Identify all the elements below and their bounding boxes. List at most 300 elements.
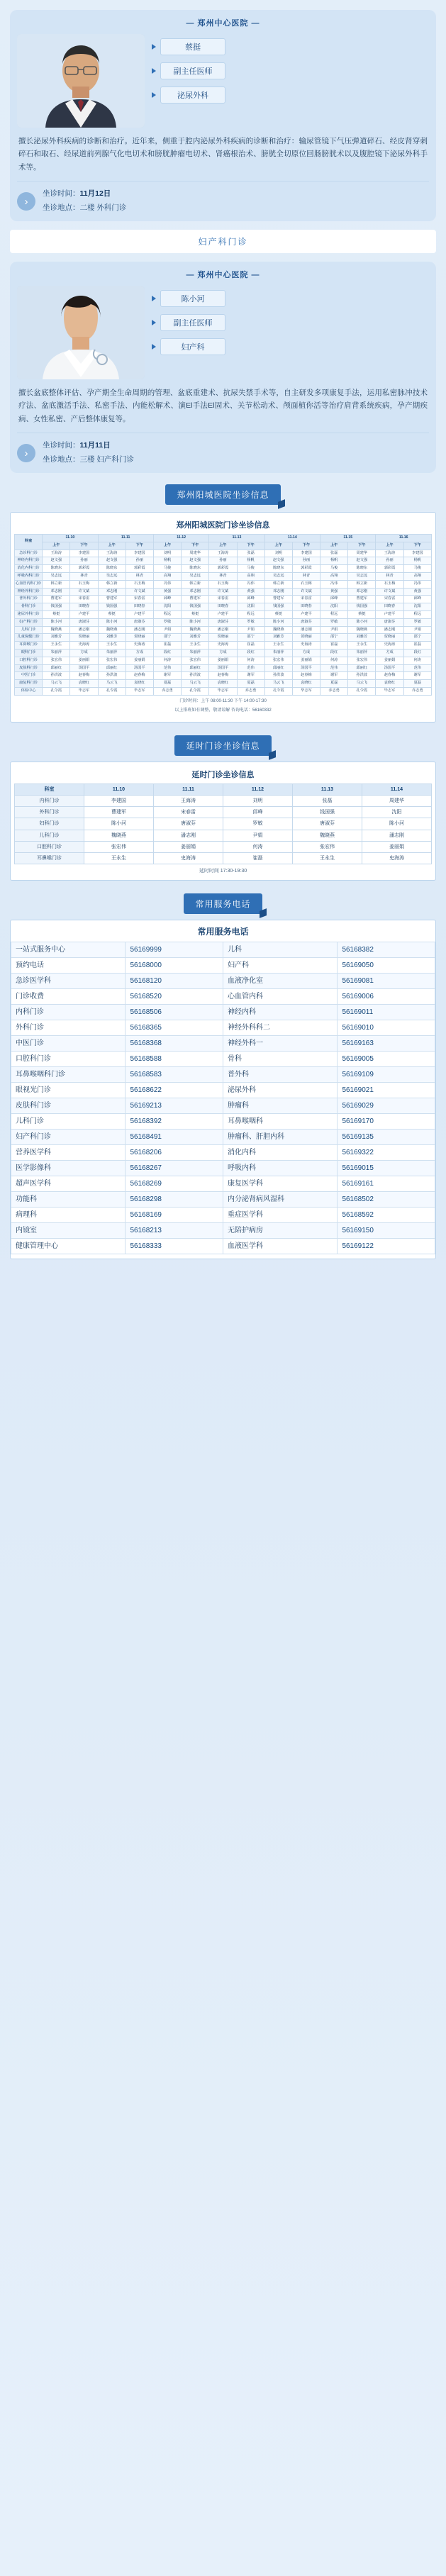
schedule-cell: 高翔 [153,572,181,580]
table-row [15,672,432,680]
phone-dept-right: 呼吸内科 [223,1161,337,1176]
phone-number-left[interactable]: 56168491 [126,1130,223,1145]
phone-number-left[interactable]: 56168520 [126,989,223,1005]
schedule-panel [10,512,436,723]
schedule-cell: 唐淑芬 [292,618,320,626]
evening-dept-4: 口腔科门诊 [15,841,84,852]
evening-cell: 姜丽娟 [154,841,223,852]
schedule-cell: 罗敏 [237,618,264,626]
schedule-cell: 杨帆 [153,557,181,565]
schedule-cell: 袁晓红 [126,680,153,688]
schedule-cell: 王海涛 [43,550,70,557]
schedule-cell: 袁晓红 [376,680,403,688]
schedule-cell: 孙洪波 [264,672,292,680]
schedule-cell: 韩立新 [348,580,376,588]
schedule-cell: 贺晓丽 [70,634,98,642]
schedule-cell: 孙洪波 [43,672,70,680]
evening-cell: 崔磊 [223,853,293,864]
evening-cell: 魏晓燕 [293,830,362,841]
schedule-cell: 郭彩霞 [70,565,98,573]
schedule-cell: 崔磊 [153,642,181,649]
table-row [15,642,432,649]
schedule-cell: 黄强 [403,588,431,596]
schedule-cell: 李建国 [70,550,98,557]
schedule-cell: 孙丽 [209,557,237,565]
doctor-card-1 [10,10,436,221]
phone-number-left[interactable]: 56168169 [126,1208,223,1223]
phone-number-right[interactable]: 56169029 [338,1098,435,1114]
schedule-cell: 宋春雷 [126,596,153,603]
place-value: 三楼 妇产科门诊 [79,455,134,464]
phone-number-left[interactable]: 56168206 [126,1145,223,1161]
schedule-cell: 吴志远 [182,572,209,580]
schedule-cell: 夏磊 [320,680,348,688]
chevron-right-icon: › [17,192,35,211]
date-label: 坐诊时间： [43,189,80,199]
schedule-note-2: 以上排班如有调整，敬请谅解 咨询电话：56160332 [174,708,272,713]
phone-dept-right: 肿瘤科 [223,1098,337,1114]
schedule-cell: 夏磊 [403,680,431,688]
arrow-right-icon [152,68,156,74]
schedule-cell: 张宏伟 [348,657,376,664]
phone-number-left[interactable]: 56168298 [126,1192,223,1208]
evening-body [15,796,432,864]
schedule-dept-0: 急诊科门诊 [15,550,43,557]
schedule-cell: 史海涛 [70,642,98,649]
doctor-dept-row [152,87,429,104]
schedule-date-4: 11.14 [264,535,320,542]
schedule-cell: 沈阳 [153,603,181,611]
schedule-dept-2: 消化内科门诊 [15,565,43,573]
schedule-cell: 田晓春 [292,603,320,611]
phone-dept-left: 耳鼻喉咽科门诊 [11,1067,126,1083]
date-value: 11月11日 [79,441,111,450]
schedule-cell: 孔令霞 [264,687,292,695]
schedule-cell: 方成 [209,649,237,657]
phone-number-left[interactable]: 56169999 [126,942,223,958]
schedule-cell: 魏晓燕 [98,626,126,634]
schedule-cell: 赵春梅 [292,672,320,680]
schedule-cell: 赵春梅 [70,672,98,680]
phone-number-right[interactable]: 56169122 [338,1239,435,1254]
table-row [15,830,432,841]
phone-number-right[interactable]: 56168502 [338,1192,435,1208]
evening-table [14,784,432,864]
schedule-cell: 何涛 [403,657,431,664]
schedule-cell: 孙丽 [126,557,153,565]
schedule-cell: 何涛 [237,657,264,664]
doctor-title: 副主任医师 [160,62,225,79]
schedule-cell: 段红 [237,649,264,657]
schedule-cell: 宋春雷 [70,596,98,603]
schedule-ampm-0: 上午 [43,542,70,550]
schedule-cell: 田晓春 [209,603,237,611]
male-doctor-photo [17,34,145,128]
schedule-cell: 刘雅芳 [98,634,126,642]
schedule-cell: 孙丽 [376,557,403,565]
phone-number-right[interactable]: 56169081 [338,974,435,989]
phone-number-right[interactable]: 56168592 [338,1208,435,1223]
phone-number-right[interactable]: 56169015 [338,1161,435,1176]
schedule-cell: 乔志勇 [153,687,181,695]
schedule-cell: 曹建军 [348,596,376,603]
phone-number-right[interactable]: 56169021 [338,1083,435,1098]
schedule-cell: 罗敏 [320,618,348,626]
schedule-dept-13: 眼科门诊 [15,649,43,657]
evening-ribbon-wrapper [10,735,436,756]
table-row [11,989,435,1005]
schedule-cell: 王永生 [264,642,292,649]
phone-number-left[interactable]: 56168365 [126,1020,223,1036]
schedule-cell: 乔志勇 [403,687,431,695]
table-row [11,1130,435,1145]
arrow-right-icon [152,296,156,301]
phone-number-left[interactable]: 56168588 [126,1052,223,1067]
schedule-cell: 许文斌 [209,588,237,596]
schedule-dept-3: 呼吸内科门诊 [15,572,43,580]
place-label: 坐诊地点： [43,203,80,213]
schedule-cell: 张宏伟 [43,657,70,664]
table-row [11,1067,435,1083]
schedule-cell: 方成 [292,649,320,657]
evening-cell: 王永生 [84,853,154,864]
phones-ribbon-wrapper [10,893,436,914]
phone-number-right[interactable]: 56169005 [338,1052,435,1067]
doctor-name-row [152,38,429,55]
schedule-lines [43,187,126,216]
schedule-cell: 宋春雷 [376,596,403,603]
schedule-cell: 邱丽红 [348,664,376,672]
schedule-cell: 潘志刚 [209,626,237,634]
evening-cell: 罗敏 [223,818,293,830]
table-row [11,974,435,989]
doctor-name: 陈小河 [160,290,225,307]
evening-cell: 陈小河 [362,818,432,830]
evening-cell: 钱国强 [293,807,362,818]
phone-number-right[interactable]: 56169161 [338,1176,435,1192]
schedule-cell: 郭彩霞 [376,565,403,573]
schedule-cell: 尹娟 [153,626,181,634]
schedule-table [14,534,432,696]
schedule-cell: 姜丽娟 [376,657,403,664]
schedule-cell: 赵文强 [182,557,209,565]
evening-dept-3: 儿科门诊 [15,830,84,841]
phone-dept-left: 外科门诊 [11,1020,126,1036]
phones-panel [10,920,436,1259]
phone-dept-right: 重症医学科 [223,1208,337,1223]
phone-number-left[interactable]: 56168120 [126,974,223,989]
schedule-ampm-10: 上午 [320,542,348,550]
schedule-cell: 马俊 [403,565,431,573]
phone-number-left[interactable]: 56168000 [126,958,223,974]
evening-cell: 张宏伟 [84,841,154,852]
schedule-dept-7: 骨科门诊 [15,603,43,611]
phone-dept-left: 口腔科门诊 [11,1052,126,1067]
schedule-dept-17: 康复科门诊 [15,680,43,688]
table-row [11,1176,435,1192]
phone-number-left[interactable]: 56168392 [126,1114,223,1130]
phone-number-right[interactable]: 56169170 [338,1114,435,1130]
phone-number-right[interactable]: 56169150 [338,1223,435,1239]
schedule-cell: 赵文强 [348,557,376,565]
phone-number-left[interactable]: 56168368 [126,1036,223,1052]
phone-dept-left: 健康管理中心 [11,1239,126,1254]
evening-dept-2: 妇科门诊 [15,818,84,830]
doctor-schedule-footer [17,181,429,216]
phone-dept-right: 神经内科 [223,1005,337,1020]
schedule-cell: 张宏伟 [98,657,126,664]
schedule-cell: 蔡挺 [264,610,292,618]
evening-cell: 张宏伟 [293,841,362,852]
schedule-cell: 陈小河 [348,618,376,626]
phones-body [11,942,435,1254]
schedule-cell: 陈晓东 [182,565,209,573]
schedule-cell: 马云飞 [43,680,70,688]
schedule-dept-6: 普外科门诊 [15,596,43,603]
schedule-cell: 陈晓东 [348,565,376,573]
table-row [15,634,432,642]
schedule-cell: 史海涛 [209,642,237,649]
phone-number-right[interactable]: 56169135 [338,1130,435,1145]
schedule-cell: 罗敏 [153,618,181,626]
schedule-cell: 李建国 [292,550,320,557]
evening-date-3: 11.13 [293,784,362,795]
schedule-dept-8: 泌尿外科门诊 [15,610,43,618]
schedule-cell: 袁晓红 [70,680,98,688]
place-label: 坐诊地点： [43,455,80,464]
table-row [15,796,432,807]
phone-dept-left: 急诊医学科 [11,974,126,989]
doctor-title-row [152,62,429,79]
schedule-date-header-row [15,535,432,542]
phone-number-right[interactable]: 56169322 [338,1145,435,1161]
schedule-dept-15: 皮肤科门诊 [15,664,43,672]
evening-cell: 李建国 [84,796,154,807]
phone-dept-left: 内科门诊 [11,1005,126,1020]
schedule-cell: 卢建平 [70,610,98,618]
schedule-cell: 张宏伟 [264,657,292,664]
phone-number-right[interactable]: 56168382 [338,942,435,958]
evening-cell: 刘明 [223,796,293,807]
phone-dept-left: 儿科门诊 [11,1114,126,1130]
phone-dept-right: 内分泌肾病风湿科 [223,1192,337,1208]
schedule-cell: 毕志军 [376,687,403,695]
table-row [11,942,435,958]
evening-cell: 魏晓燕 [84,830,154,841]
phone-dept-left: 功能科 [11,1192,126,1208]
schedule-ampm-8: 上午 [264,542,292,550]
evening-cell: 王海涛 [154,796,223,807]
phone-dept-right: 心血管内科 [223,989,337,1005]
schedule-cell: 方成 [70,649,98,657]
table-row [15,557,432,565]
schedule-cell: 邱丽红 [43,664,70,672]
date-value: 11月12日 [79,189,111,199]
evening-section-ribbon: 延时门诊坐诊信息 [174,735,271,756]
schedule-cell: 马云飞 [348,680,376,688]
schedule-cell: 王海涛 [376,550,403,557]
schedule-ampm-7: 下午 [237,542,264,550]
phone-number-left[interactable]: 56168267 [126,1161,223,1176]
schedule-date-6: 11.16 [376,535,432,542]
schedule-ampm-9: 下午 [292,542,320,550]
schedule-cell: 韩立新 [43,580,70,588]
schedule-cell: 孔令霞 [98,687,126,695]
schedule-cell: 石玉梅 [70,580,98,588]
schedule-cell: 赵春梅 [209,672,237,680]
schedule-dept-11: 儿童保健门诊 [15,634,43,642]
chevron-right-icon: › [17,444,35,462]
schedule-cell: 李建国 [403,550,431,557]
schedule-cell: 许文斌 [70,588,98,596]
schedule-cell: 乔志勇 [320,687,348,695]
phone-number-left[interactable]: 56168333 [126,1239,223,1254]
phone-number-right[interactable]: 56169109 [338,1067,435,1083]
phone-dept-right: 神经外科科二 [223,1020,337,1036]
schedule-cell: 钱国强 [182,603,209,611]
schedule-dept-14: 口腔科门诊 [15,657,43,664]
table-row [15,657,432,664]
schedule-cell: 夏磊 [153,680,181,688]
doctor-name: 蔡挺 [160,38,225,55]
schedule-ampm-11: 下午 [348,542,376,550]
schedule-cell: 陈小河 [43,618,70,626]
schedule-cell: 赵文强 [264,557,292,565]
phone-number-left[interactable]: 56168583 [126,1067,223,1083]
schedule-cell: 蔡挺 [98,610,126,618]
phone-number-right[interactable]: 56169050 [338,958,435,974]
phone-number-left[interactable]: 56168213 [126,1223,223,1239]
phone-dept-left: 门诊收费 [11,989,126,1005]
phone-number-right[interactable]: 56169011 [338,1005,435,1020]
schedule-cell: 石玉梅 [376,580,403,588]
schedule-cell: 范伟 [153,664,181,672]
schedule-cell: 宋春雷 [209,596,237,603]
schedule-cell: 姜丽娟 [70,657,98,664]
schedule-cell: 吴志远 [264,572,292,580]
schedule-cell: 沈阳 [237,603,264,611]
schedule-cell: 石玉梅 [292,580,320,588]
schedule-cell: 赵春梅 [126,672,153,680]
schedule-cell: 林青 [376,572,403,580]
schedule-cell: 孙丽 [70,557,98,565]
phone-number-left[interactable]: 56168622 [126,1083,223,1098]
table-row [15,588,432,596]
table-row [11,1192,435,1208]
evening-date-4: 11.14 [362,784,432,795]
schedule-cell: 杨帆 [237,557,264,565]
schedule-ampm-4: 上午 [153,542,181,550]
evening-cell: 张磊 [293,796,362,807]
ribbon-wrapper [10,484,436,505]
schedule-cell: 汤国平 [292,664,320,672]
table-row [15,580,432,588]
schedule-cell: 刘雅芳 [348,634,376,642]
phone-number-left[interactable]: 56168506 [126,1005,223,1020]
schedule-cell: 谢军 [237,672,264,680]
table-row [15,550,432,557]
schedule-cell: 李建国 [126,550,153,557]
schedule-dept-12: 耳鼻喉门诊 [15,642,43,649]
phone-number-right[interactable]: 56169010 [338,1020,435,1036]
schedule-cell: 汤国平 [209,664,237,672]
schedule-cell: 何涛 [320,657,348,664]
schedule-cell: 马俊 [320,565,348,573]
schedule-col0-head: 科室 [15,535,43,550]
phone-number-left[interactable]: 56168269 [126,1176,223,1192]
schedule-cell: 许文斌 [376,588,403,596]
phones-section-ribbon: 常用服务电话 [184,893,262,914]
schedule-cell: 程远 [403,610,431,618]
schedule-cell: 周建华 [182,550,209,557]
schedule-cell: 范伟 [320,664,348,672]
phone-dept-right: 血液净化室 [223,974,337,989]
schedule-cell: 林青 [70,572,98,580]
schedule-cell: 吴志远 [98,572,126,580]
table-row [15,680,432,688]
doctor-title-row [152,314,429,331]
schedule-cell: 陈小河 [182,618,209,626]
schedule-cell: 田晓春 [376,603,403,611]
phone-dept-left: 眼视光门诊 [11,1083,126,1098]
phone-number-right[interactable]: 56169006 [338,989,435,1005]
schedule-cell: 石玉梅 [209,580,237,588]
evening-dept-5: 耳鼻喉门诊 [15,853,84,864]
phone-number-right[interactable]: 56169163 [338,1036,435,1052]
schedule-cell: 杨帆 [403,557,431,565]
schedule-cell: 许文斌 [126,588,153,596]
table-row [11,1036,435,1052]
schedule-cell: 崔磊 [320,642,348,649]
phone-dept-right: 神经外科一 [223,1036,337,1052]
schedule-cell: 陈晓东 [43,565,70,573]
schedule-cell: 范伟 [403,664,431,672]
schedule-dept-9: 妇产科门诊 [15,618,43,626]
schedule-cell: 王永生 [182,642,209,649]
schedule-cell: 朱丽萍 [98,649,126,657]
schedule-date-3: 11.13 [209,535,264,542]
schedule-cell: 冯伟 [237,580,264,588]
place-value: 二楼 外科门诊 [79,203,127,213]
schedule-cell: 崔磊 [403,642,431,649]
phone-number-left[interactable]: 56169213 [126,1098,223,1114]
phone-dept-left: 预约电话 [11,958,126,974]
schedule-cell: 史海涛 [376,642,403,649]
schedule-cell: 吴志远 [43,572,70,580]
phone-dept-left: 妇产科门诊 [11,1130,126,1145]
schedule-cell: 贺晓丽 [292,634,320,642]
schedule-cell: 陈小河 [264,618,292,626]
schedule-cell: 汤国平 [126,664,153,672]
schedule-cell: 姜丽娟 [209,657,237,664]
phone-dept-right: 儿科 [223,942,337,958]
schedule-cell: 刘雅芳 [182,634,209,642]
table-row [11,1020,435,1036]
schedule-cell: 曹建军 [182,596,209,603]
schedule-cell: 郭彩霞 [292,565,320,573]
schedule-cell: 林青 [292,572,320,580]
evening-col0-head: 科室 [15,784,84,795]
schedule-cell: 邱峰 [320,596,348,603]
evening-header-row [15,784,432,795]
evening-title: 延时门诊坐诊信息 [191,770,255,779]
schedule-cell: 朱丽萍 [264,649,292,657]
doctor-department: 泌尿外科 [160,87,225,104]
schedule-cell: 汤国平 [70,664,98,672]
phone-dept-right: 耳鼻喉咽科 [223,1114,337,1130]
schedule-cell: 毕志军 [126,687,153,695]
schedule-cell: 张磊 [237,550,264,557]
